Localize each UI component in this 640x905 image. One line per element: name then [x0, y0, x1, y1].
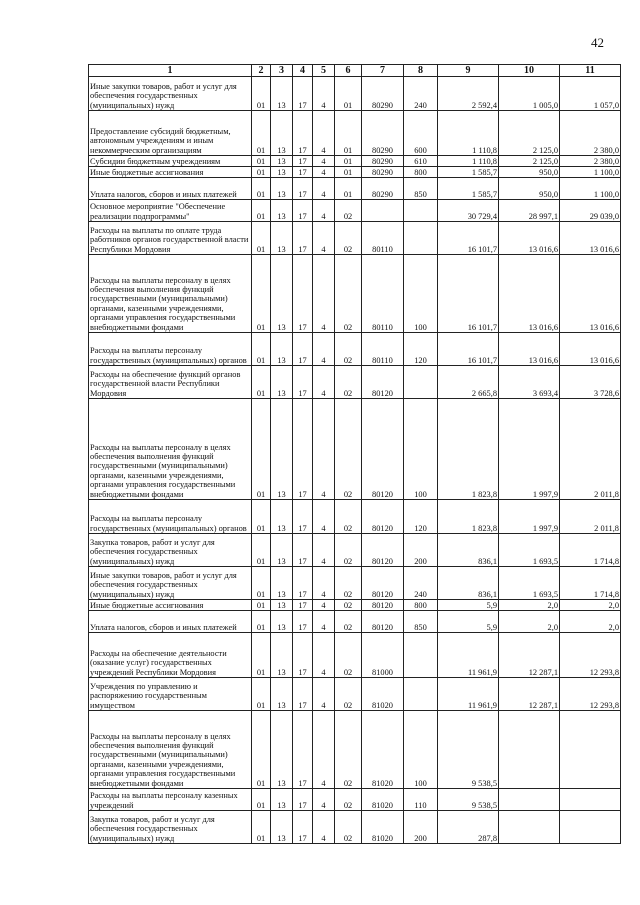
column-header-7: 7 [362, 65, 404, 77]
cell-col-11: 1 100,0 [560, 167, 621, 178]
table-row [89, 811, 621, 844]
cell-col-5: 4 [313, 500, 335, 534]
cell-col-4: 17 [293, 399, 313, 500]
cell-col-10: 12 287,1 [499, 678, 560, 711]
row-name-cell: Субсидии бюджетным учреждениям [89, 156, 252, 167]
cell-col-8 [404, 633, 438, 678]
column-header-4: 4 [293, 65, 313, 77]
row-name-cell: Закупка товаров, работ и услуг для обеспечения государственных (муниципальных) нужд [89, 811, 252, 844]
table-row [89, 567, 621, 600]
cell-col-5: 4 [313, 711, 335, 789]
table-row [89, 77, 621, 111]
row-name-cell: Расходы на выплаты персоналу в целях обеспечения выполнения функций государственными (муниципальными) органами, казенными учреждениями, органами управления государственными внебюджетными фондами [89, 255, 252, 333]
page-number: 42 [591, 35, 604, 50]
cell-col-10 [499, 711, 560, 789]
cell-col-8: 850 [404, 178, 438, 200]
cell-col-4: 17 [293, 366, 313, 399]
cell-col-9: 5,9 [438, 611, 499, 633]
cell-col-5: 4 [313, 255, 335, 333]
cell-col-7: 81000 [362, 633, 404, 678]
table-row [89, 633, 621, 678]
cell-col-4: 17 [293, 255, 313, 333]
cell-col-6: 02 [335, 600, 362, 611]
cell-col-5: 4 [313, 222, 335, 255]
cell-col-8: 100 [404, 399, 438, 500]
table-row [89, 255, 621, 333]
cell-col-4: 17 [293, 167, 313, 178]
cell-col-6: 01 [335, 77, 362, 111]
cell-col-10 [499, 789, 560, 811]
cell-col-9: 1 823,8 [438, 399, 499, 500]
cell-col-7: 80110 [362, 222, 404, 255]
table-row [89, 678, 621, 711]
cell-col-6: 02 [335, 611, 362, 633]
cell-col-3: 13 [271, 77, 293, 111]
row-name-cell: Закупка товаров, работ и услуг для обеспечения государственных (муниципальных) нужд [89, 534, 252, 567]
table-row [89, 711, 621, 789]
cell-col-11: 2 011,8 [560, 500, 621, 534]
cell-col-4: 17 [293, 500, 313, 534]
cell-col-4: 17 [293, 567, 313, 600]
cell-col-2: 01 [252, 77, 271, 111]
cell-col-4: 17 [293, 678, 313, 711]
cell-col-3: 13 [271, 366, 293, 399]
cell-col-4: 17 [293, 333, 313, 366]
cell-col-4: 17 [293, 222, 313, 255]
cell-col-8: 100 [404, 711, 438, 789]
cell-col-3: 13 [271, 611, 293, 633]
cell-col-9: 5,9 [438, 600, 499, 611]
row-name-cell: Учреждения по управлению и распоряжению государственным имуществом [89, 678, 252, 711]
cell-col-3: 13 [271, 811, 293, 844]
cell-col-7: 80120 [362, 600, 404, 611]
column-header-11: 11 [560, 65, 621, 77]
cell-col-3: 13 [271, 255, 293, 333]
cell-col-4: 17 [293, 77, 313, 111]
cell-col-4: 17 [293, 811, 313, 844]
column-header-5: 5 [313, 65, 335, 77]
cell-col-6: 02 [335, 222, 362, 255]
cell-col-8: 120 [404, 500, 438, 534]
cell-col-9: 16 101,7 [438, 333, 499, 366]
cell-col-4: 17 [293, 789, 313, 811]
cell-col-10: 2 125,0 [499, 156, 560, 167]
cell-col-7: 81020 [362, 678, 404, 711]
cell-col-10: 12 287,1 [499, 633, 560, 678]
cell-col-5: 4 [313, 678, 335, 711]
cell-col-3: 13 [271, 333, 293, 366]
table-row [89, 333, 621, 366]
cell-col-4: 17 [293, 111, 313, 156]
cell-col-3: 13 [271, 500, 293, 534]
cell-col-5: 4 [313, 611, 335, 633]
cell-col-9: 1 585,7 [438, 167, 499, 178]
row-name-cell: Расходы на выплаты по оплате труда работников органов государственной власти Республики Мордовия [89, 222, 252, 255]
row-name-cell: Расходы на выплаты персоналу казенных учреждений [89, 789, 252, 811]
cell-col-3: 13 [271, 789, 293, 811]
cell-col-10: 1 005,0 [499, 77, 560, 111]
cell-col-2: 01 [252, 156, 271, 167]
cell-col-7 [362, 200, 404, 222]
cell-col-10: 2,0 [499, 600, 560, 611]
cell-col-8 [404, 222, 438, 255]
cell-col-6: 02 [335, 811, 362, 844]
cell-col-3: 13 [271, 167, 293, 178]
cell-col-5: 4 [313, 366, 335, 399]
cell-col-10: 13 016,6 [499, 333, 560, 366]
cell-col-6: 02 [335, 633, 362, 678]
cell-col-5: 4 [313, 156, 335, 167]
cell-col-11: 2 380,0 [560, 111, 621, 156]
cell-col-5: 4 [313, 111, 335, 156]
cell-col-9: 9 538,5 [438, 711, 499, 789]
cell-col-7: 80290 [362, 77, 404, 111]
cell-col-4: 17 [293, 534, 313, 567]
cell-col-3: 13 [271, 178, 293, 200]
cell-col-11 [560, 811, 621, 844]
table-row [89, 156, 621, 167]
cell-col-8: 120 [404, 333, 438, 366]
cell-col-10: 1 997,9 [499, 399, 560, 500]
cell-col-10: 1 693,5 [499, 567, 560, 600]
table-row [89, 167, 621, 178]
cell-col-6: 01 [335, 156, 362, 167]
column-header-9: 9 [438, 65, 499, 77]
cell-col-9: 11 961,9 [438, 678, 499, 711]
cell-col-7: 80120 [362, 567, 404, 600]
row-name-cell: Расходы на выплаты персоналу государственных (муниципальных) органов [89, 500, 252, 534]
cell-col-4: 17 [293, 178, 313, 200]
cell-col-5: 4 [313, 399, 335, 500]
cell-col-10: 13 016,6 [499, 222, 560, 255]
cell-col-6: 02 [335, 534, 362, 567]
cell-col-9: 1 823,8 [438, 500, 499, 534]
cell-col-11: 2 380,0 [560, 156, 621, 167]
cell-col-8: 850 [404, 611, 438, 633]
cell-col-11: 1 714,8 [560, 534, 621, 567]
cell-col-5: 4 [313, 811, 335, 844]
cell-col-11: 12 293,8 [560, 678, 621, 711]
cell-col-11: 29 039,0 [560, 200, 621, 222]
cell-col-6: 02 [335, 500, 362, 534]
cell-col-4: 17 [293, 600, 313, 611]
table-row [89, 600, 621, 611]
cell-col-7: 80120 [362, 611, 404, 633]
cell-col-2: 01 [252, 178, 271, 200]
cell-col-11: 13 016,6 [560, 255, 621, 333]
cell-col-9: 30 729,4 [438, 200, 499, 222]
cell-col-9: 16 101,7 [438, 255, 499, 333]
cell-col-8: 800 [404, 167, 438, 178]
cell-col-9: 16 101,7 [438, 222, 499, 255]
row-name-cell: Уплата налогов, сборов и иных платежей [89, 178, 252, 200]
cell-col-11: 1 714,8 [560, 567, 621, 600]
cell-col-2: 01 [252, 399, 271, 500]
cell-col-5: 4 [313, 333, 335, 366]
cell-col-2: 01 [252, 567, 271, 600]
cell-col-8: 600 [404, 111, 438, 156]
cell-col-2: 01 [252, 789, 271, 811]
cell-col-2: 01 [252, 811, 271, 844]
cell-col-2: 01 [252, 711, 271, 789]
cell-col-6: 02 [335, 255, 362, 333]
cell-col-7: 80120 [362, 500, 404, 534]
cell-col-11 [560, 711, 621, 789]
cell-col-5: 4 [313, 178, 335, 200]
cell-col-7: 80290 [362, 111, 404, 156]
cell-col-2: 01 [252, 633, 271, 678]
cell-col-2: 01 [252, 200, 271, 222]
cell-col-11: 13 016,6 [560, 333, 621, 366]
cell-col-11: 2,0 [560, 600, 621, 611]
column-header-8: 8 [404, 65, 438, 77]
cell-col-3: 13 [271, 222, 293, 255]
cell-col-10: 2 125,0 [499, 111, 560, 156]
table-row [89, 200, 621, 222]
cell-col-7: 81020 [362, 811, 404, 844]
cell-col-11: 12 293,8 [560, 633, 621, 678]
cell-col-2: 01 [252, 611, 271, 633]
cell-col-5: 4 [313, 789, 335, 811]
cell-col-6: 01 [335, 111, 362, 156]
cell-col-8: 200 [404, 811, 438, 844]
budget-table [88, 64, 621, 844]
row-name-cell: Иные закупки товаров, работ и услуг для обеспечения государственных (муниципальных) нужд [89, 77, 252, 111]
cell-col-10: 2,0 [499, 611, 560, 633]
cell-col-7: 81020 [362, 711, 404, 789]
cell-col-8 [404, 678, 438, 711]
row-name-cell: Иные бюджетные ассигнования [89, 600, 252, 611]
cell-col-2: 01 [252, 678, 271, 711]
cell-col-4: 17 [293, 200, 313, 222]
cell-col-5: 4 [313, 167, 335, 178]
table-row [89, 534, 621, 567]
cell-col-8 [404, 200, 438, 222]
cell-col-11: 1 057,0 [560, 77, 621, 111]
cell-col-3: 13 [271, 156, 293, 167]
cell-col-9: 9 538,5 [438, 789, 499, 811]
cell-col-5: 4 [313, 77, 335, 111]
cell-col-10: 3 693,4 [499, 366, 560, 399]
cell-col-8: 200 [404, 534, 438, 567]
cell-col-3: 13 [271, 567, 293, 600]
cell-col-7: 81020 [362, 789, 404, 811]
cell-col-8: 610 [404, 156, 438, 167]
cell-col-6: 02 [335, 711, 362, 789]
cell-col-7: 80120 [362, 399, 404, 500]
cell-col-6: 02 [335, 789, 362, 811]
cell-col-5: 4 [313, 567, 335, 600]
column-header-10: 10 [499, 65, 560, 77]
row-name-cell: Иные бюджетные ассигнования [89, 167, 252, 178]
cell-col-8: 240 [404, 77, 438, 111]
cell-col-10: 1 693,5 [499, 534, 560, 567]
table-row [89, 178, 621, 200]
cell-col-2: 01 [252, 111, 271, 156]
cell-col-10: 950,0 [499, 178, 560, 200]
cell-col-11 [560, 789, 621, 811]
cell-col-4: 17 [293, 711, 313, 789]
cell-col-2: 01 [252, 222, 271, 255]
cell-col-5: 4 [313, 200, 335, 222]
cell-col-9: 11 961,9 [438, 633, 499, 678]
cell-col-9: 1 110,8 [438, 111, 499, 156]
cell-col-2: 01 [252, 500, 271, 534]
cell-col-10: 1 997,9 [499, 500, 560, 534]
cell-col-7: 80290 [362, 178, 404, 200]
row-name-cell: Расходы на выплаты персоналу в целях обеспечения выполнения функций государственными (муниципальными) органами, казенными учреждениями, органами управления государственными внебюджетными фондами [89, 399, 252, 500]
cell-col-8: 800 [404, 600, 438, 611]
cell-col-9: 2 592,4 [438, 77, 499, 111]
cell-col-8: 110 [404, 789, 438, 811]
cell-col-7: 80120 [362, 534, 404, 567]
cell-col-7: 80290 [362, 156, 404, 167]
column-header-3: 3 [271, 65, 293, 77]
cell-col-9: 836,1 [438, 534, 499, 567]
cell-col-4: 17 [293, 611, 313, 633]
cell-col-2: 01 [252, 255, 271, 333]
cell-col-3: 13 [271, 711, 293, 789]
cell-col-9: 287,8 [438, 811, 499, 844]
cell-col-3: 13 [271, 111, 293, 156]
cell-col-7: 80290 [362, 167, 404, 178]
cell-col-11: 13 016,6 [560, 222, 621, 255]
cell-col-7: 80120 [362, 366, 404, 399]
cell-col-2: 01 [252, 366, 271, 399]
cell-col-2: 01 [252, 534, 271, 567]
cell-col-3: 13 [271, 633, 293, 678]
cell-col-6: 02 [335, 567, 362, 600]
cell-col-10: 950,0 [499, 167, 560, 178]
cell-col-6: 01 [335, 167, 362, 178]
cell-col-4: 17 [293, 633, 313, 678]
table-row [89, 500, 621, 534]
row-name-cell: Основное мероприятие "Обеспечение реализации подпрограммы" [89, 200, 252, 222]
row-name-cell: Уплата налогов, сборов и иных платежей [89, 611, 252, 633]
cell-col-7: 80110 [362, 333, 404, 366]
cell-col-2: 01 [252, 167, 271, 178]
cell-col-5: 4 [313, 534, 335, 567]
row-name-cell: Иные закупки товаров, работ и услуг для обеспечения государственных (муниципальных) нужд [89, 567, 252, 600]
column-header-6: 6 [335, 65, 362, 77]
header-row [89, 65, 621, 77]
cell-col-6: 02 [335, 200, 362, 222]
row-name-cell: Предоставление субсидий бюджетным, автономным учреждениям и иным некоммерческим организациям [89, 111, 252, 156]
cell-col-6: 02 [335, 366, 362, 399]
cell-col-9: 1 585,7 [438, 178, 499, 200]
cell-col-11: 2 011,8 [560, 399, 621, 500]
cell-col-9: 1 110,8 [438, 156, 499, 167]
cell-col-11: 1 100,0 [560, 178, 621, 200]
cell-col-7: 80110 [362, 255, 404, 333]
cell-col-10: 28 997,1 [499, 200, 560, 222]
cell-col-2: 01 [252, 600, 271, 611]
cell-col-10: 13 016,6 [499, 255, 560, 333]
cell-col-5: 4 [313, 633, 335, 678]
cell-col-9: 836,1 [438, 567, 499, 600]
cell-col-8: 100 [404, 255, 438, 333]
column-header-2: 2 [252, 65, 271, 77]
table-row [89, 611, 621, 633]
cell-col-3: 13 [271, 534, 293, 567]
cell-col-11: 3 728,6 [560, 366, 621, 399]
row-name-cell: Расходы на выплаты персоналу в целях обеспечения выполнения функций государственными (муниципальными) органами, казенными учреждениями, органами управления государственными внебюджетными фондами [89, 711, 252, 789]
column-header-1: 1 [89, 65, 252, 77]
cell-col-5: 4 [313, 600, 335, 611]
table-row [89, 789, 621, 811]
cell-col-6: 02 [335, 399, 362, 500]
cell-col-2: 01 [252, 333, 271, 366]
table-body [89, 77, 621, 844]
row-name-cell: Расходы на обеспечение деятельности (оказание услуг) государственных учреждений Республики Мордовия [89, 633, 252, 678]
cell-col-3: 13 [271, 600, 293, 611]
row-name-cell: Расходы на выплаты персоналу государственных (муниципальных) органов [89, 333, 252, 366]
cell-col-6: 02 [335, 333, 362, 366]
cell-col-8: 240 [404, 567, 438, 600]
table-row [89, 222, 621, 255]
cell-col-4: 17 [293, 156, 313, 167]
row-name-cell: Расходы на обеспечение функций органов государственной власти Республики Мордовия [89, 366, 252, 399]
table-row [89, 366, 621, 399]
cell-col-11: 2,0 [560, 611, 621, 633]
cell-col-10 [499, 811, 560, 844]
cell-col-3: 13 [271, 678, 293, 711]
cell-col-9: 2 665,8 [438, 366, 499, 399]
cell-col-3: 13 [271, 200, 293, 222]
cell-col-6: 01 [335, 178, 362, 200]
cell-col-8 [404, 366, 438, 399]
cell-col-3: 13 [271, 399, 293, 500]
cell-col-6: 02 [335, 678, 362, 711]
table-row [89, 111, 621, 156]
table-row [89, 399, 621, 500]
